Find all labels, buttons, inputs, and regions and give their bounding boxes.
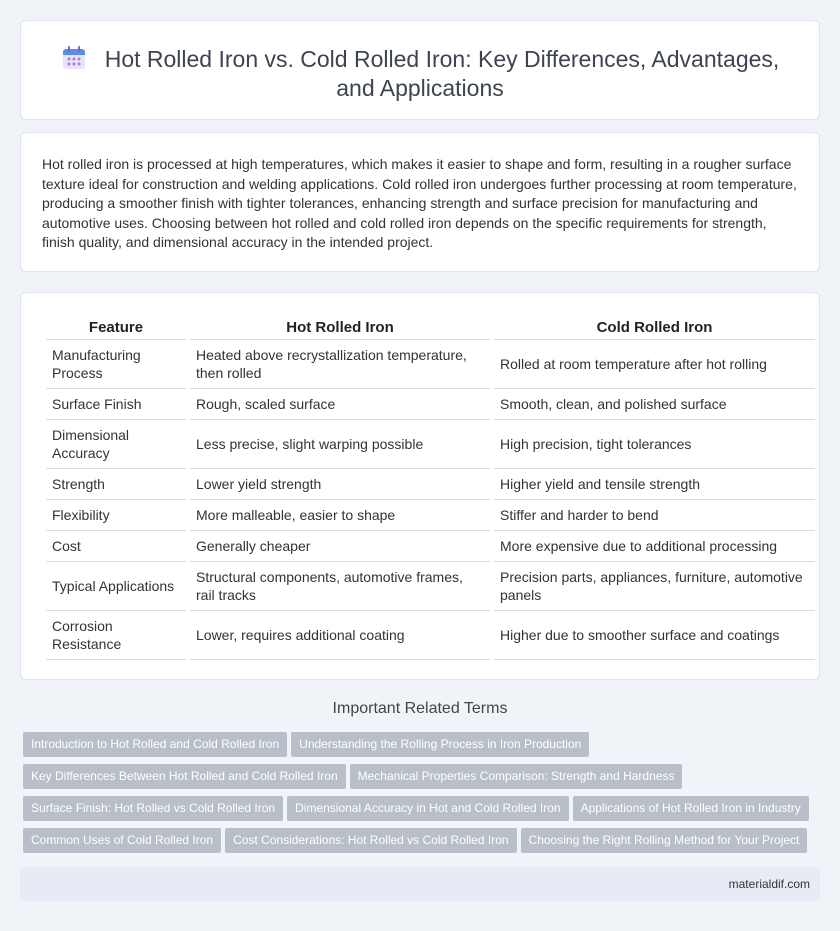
cell-hot: Heated above recrystallization temperature, then rolled <box>190 340 490 389</box>
related-term-tag[interactable]: Dimensional Accuracy in Hot and Cold Rolled Iron <box>287 796 568 821</box>
related-terms-title: Important Related Terms <box>332 700 508 717</box>
cell-feature: Typical Applications <box>46 562 186 611</box>
cell-feature: Strength <box>46 469 186 500</box>
comparison-card <box>20 292 820 680</box>
cell-cold: Higher yield and tensile strength <box>494 469 815 500</box>
footer-site-name[interactable]: materialdif.com <box>728 877 810 891</box>
related-term-tag[interactable]: Understanding the Rolling Process in Iron Production <box>291 732 589 757</box>
table-row <box>46 389 815 420</box>
tag-row <box>23 796 823 828</box>
cell-hot: Rough, scaled surface <box>190 389 490 420</box>
cell-hot: Lower yield strength <box>190 469 490 500</box>
cell-hot: Generally cheaper <box>190 531 490 562</box>
cell-cold: Rolled at room temperature after hot rolling <box>494 340 815 389</box>
table-row <box>46 562 815 611</box>
cell-feature: Cost <box>46 531 186 562</box>
cell-hot: Lower, requires additional coating <box>190 611 490 660</box>
related-term-tag[interactable]: Surface Finish: Hot Rolled vs Cold Rolled Iron <box>23 796 283 821</box>
tag-row <box>23 732 823 764</box>
cell-cold: High precision, tight tolerances <box>494 420 815 469</box>
cell-cold: Smooth, clean, and polished surface <box>494 389 815 420</box>
table-row <box>46 420 815 469</box>
table-row <box>46 340 815 389</box>
cell-feature: Dimensional Accuracy <box>46 420 186 469</box>
cell-cold: Stiffer and harder to bend <box>494 500 815 531</box>
footer <box>20 867 820 901</box>
related-term-tag[interactable]: Cost Considerations: Hot Rolled vs Cold Rolled Iron <box>225 828 516 853</box>
cell-cold: Higher due to smoother surface and coatings <box>494 611 815 660</box>
related-term-tag[interactable]: Mechanical Properties Comparison: Strength and Hardness <box>350 764 683 789</box>
related-term-tag[interactable]: Common Uses of Cold Rolled Iron <box>23 828 221 853</box>
table-row <box>46 500 815 531</box>
cell-feature: Corrosion Resistance <box>46 611 186 660</box>
tag-row <box>23 764 823 796</box>
cell-hot: Less precise, slight warping possible <box>190 420 490 469</box>
cell-cold: More expensive due to additional processing <box>494 531 815 562</box>
cell-hot: Structural components, automotive frames, rail tracks <box>190 562 490 611</box>
table-row <box>46 611 815 660</box>
header-cold-rolled: Cold Rolled Iron <box>494 315 815 340</box>
related-term-tag[interactable]: Introduction to Hot Rolled and Cold Rolled Iron <box>23 732 287 757</box>
related-term-tag[interactable]: Applications of Hot Rolled Iron in Industry <box>573 796 809 821</box>
page-title: Hot Rolled Iron vs. Cold Rolled Iron: Key Differences, Advantages, and Applications <box>104 46 780 101</box>
header-hot-rolled: Hot Rolled Iron <box>190 315 490 340</box>
cell-hot: More malleable, easier to shape <box>190 500 490 531</box>
related-term-tag[interactable]: Choosing the Right Rolling Method for Your Project <box>521 828 808 853</box>
cell-feature: Flexibility <box>46 500 186 531</box>
header-card <box>20 20 820 120</box>
cell-feature: Surface Finish <box>46 389 186 420</box>
table-row <box>46 469 815 500</box>
title-wrap <box>51 45 789 103</box>
comparison-table <box>42 315 819 660</box>
intro-card <box>20 132 820 272</box>
intro-paragraph: Hot rolled iron is processed at high temperatures, which makes it easier to shape and form, resulting in a rougher surface texture ideal for construction and welding applications. Cold rolled iron undergoes further processing at room temperature, producing a smoother finish with tighter tolerances, enhancing strength and surface precision for manufacturing and automotive uses. Choosing between hot rolled and cold rolled iron depends on the specific requirements for strength, finish quality, and dimensional accuracy in the intended project. <box>42 156 797 251</box>
table-row <box>46 531 815 562</box>
header-feature: Feature <box>46 315 186 340</box>
related-terms-list <box>23 732 823 860</box>
cell-cold: Precision parts, appliances, furniture, automotive panels <box>494 562 815 611</box>
calendar-icon <box>61 45 87 71</box>
tag-row <box>23 828 823 860</box>
table-header-row <box>46 315 815 340</box>
related-term-tag[interactable]: Key Differences Between Hot Rolled and Cold Rolled Iron <box>23 764 346 789</box>
cell-feature: Manufacturing Process <box>46 340 186 389</box>
